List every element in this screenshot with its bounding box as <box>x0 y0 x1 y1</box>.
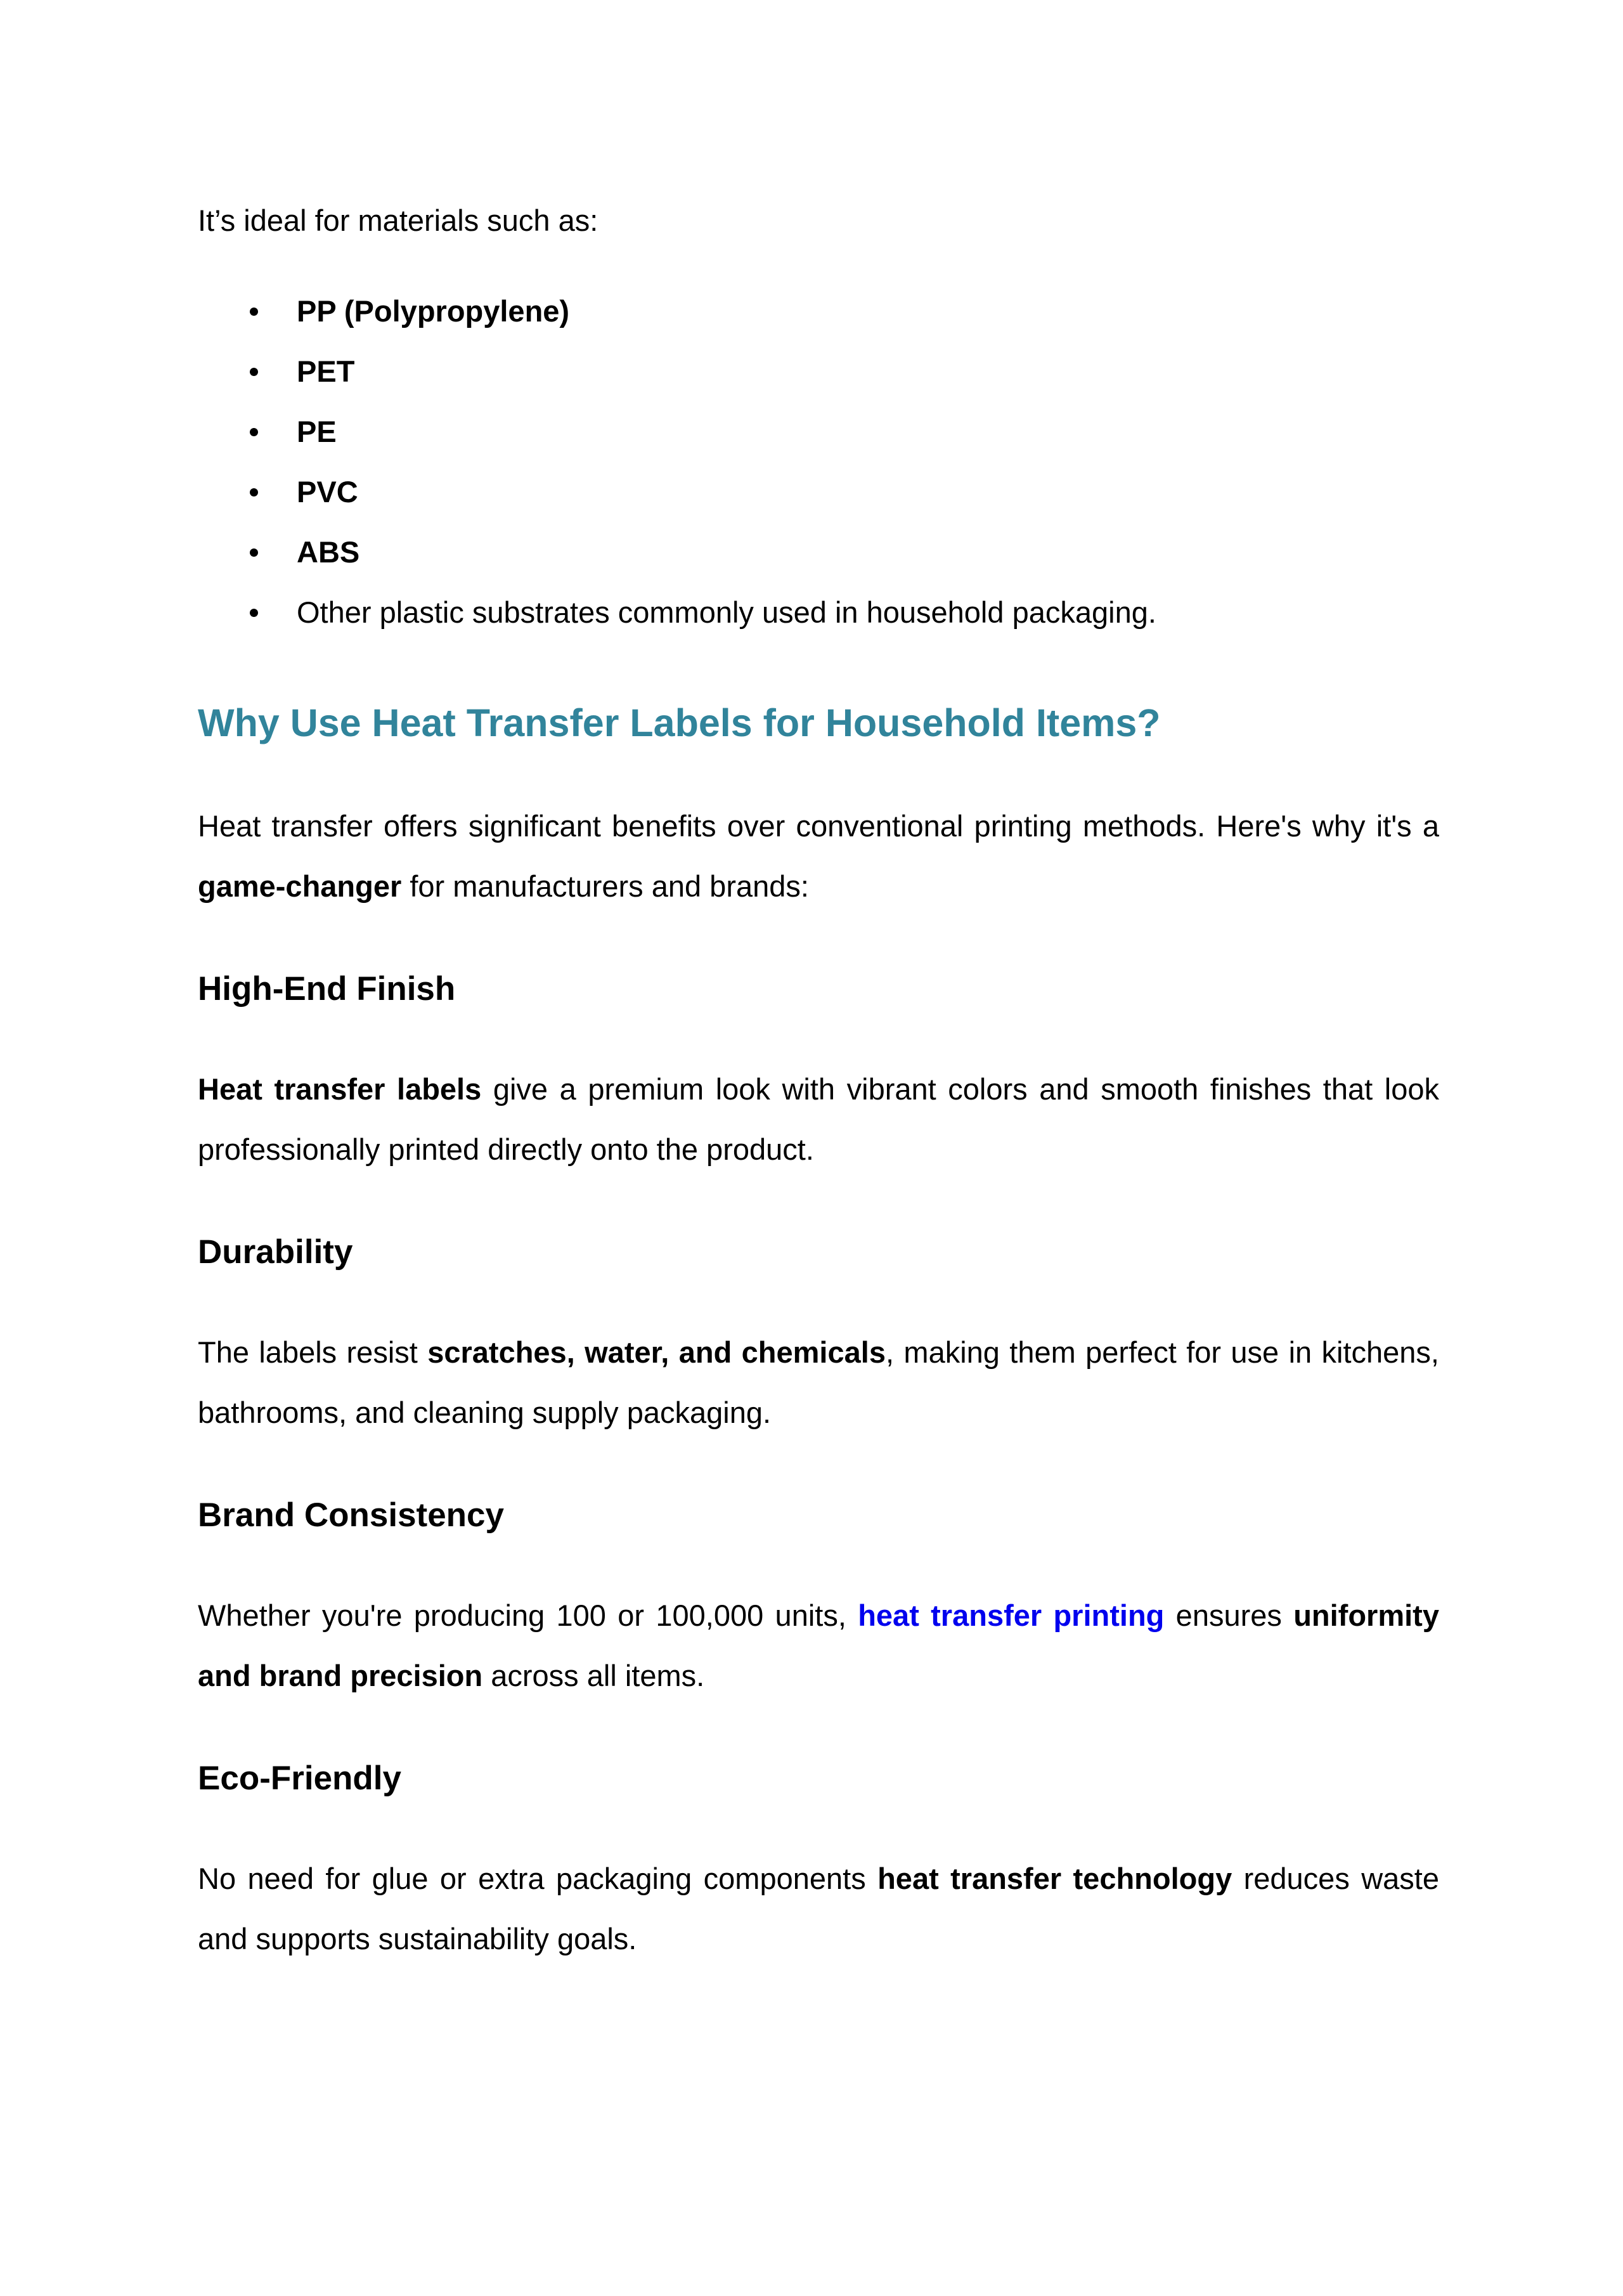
text-span: , making them perfect for use in kitchens, bathrooms, and cleaning supply packaging. <box>198 1335 1439 1429</box>
bold-text: uniformity and brand precision <box>198 1599 1439 1692</box>
text-span: give a premium look with vibrant colors and smooth finishes that look professionally printed directly onto the product. <box>198 1072 1439 1166</box>
list-item <box>198 462 1439 522</box>
text-span: No need for glue or extra packaging components <box>198 1862 878 1895</box>
section-heading: Why Use Heat Transfer Labels for Household Items? <box>198 701 1161 744</box>
durability-paragraph <box>198 1322 1439 1443</box>
bold-text: heat transfer technology <box>877 1862 1232 1895</box>
list-item-text: PP (Polypropylene) <box>297 294 570 328</box>
heat-transfer-printing-link[interactable]: heat transfer printing <box>858 1599 1165 1632</box>
eco-friendly-heading: Eco-Friendly <box>198 1760 402 1797</box>
section-intro-paragraph <box>198 796 1439 916</box>
list-item <box>198 341 1439 401</box>
bullet-icon <box>250 368 258 376</box>
bold-text: Heat transfer labels <box>198 1072 482 1106</box>
intro-text: It’s ideal for materials such as: <box>198 204 598 237</box>
text-span: Whether you're producing 100 or 100,000 units, <box>198 1599 858 1632</box>
bullet-icon <box>250 609 258 617</box>
bullet-icon <box>250 308 258 316</box>
list-item <box>198 281 1439 341</box>
bullet-icon <box>250 488 258 496</box>
list-item-text: Other plastic substrates commonly used in household packaging. <box>297 595 1156 629</box>
eco-friendly-paragraph <box>198 1848 1439 1969</box>
durability-heading: Durability <box>198 1233 353 1271</box>
materials-list <box>198 281 1439 642</box>
list-item-text: PVC <box>297 475 358 509</box>
text-span: Heat transfer offers significant benefits over conventional printing methods. Here's why it's a <box>198 809 1439 843</box>
brand-consistency-heading: Brand Consistency <box>198 1496 505 1534</box>
brand-consistency-paragraph <box>198 1585 1439 1706</box>
list-item <box>198 401 1439 462</box>
bold-text: game-changer <box>198 869 402 903</box>
list-item <box>198 582 1439 642</box>
bold-text: scratches, water, and chemicals <box>427 1335 886 1369</box>
list-item <box>198 522 1439 582</box>
high-end-heading: High-End Finish <box>198 970 456 1008</box>
bullet-icon <box>250 548 258 557</box>
high-end-paragraph <box>198 1059 1439 1179</box>
text-span: for manufacturers and brands: <box>401 869 809 903</box>
list-item-text: ABS <box>297 535 360 569</box>
text-span: reduces waste and supports sustainability goals. <box>198 1862 1439 1955</box>
text-span: The labels resist <box>198 1335 428 1369</box>
list-item-text: PET <box>297 354 355 388</box>
bullet-icon <box>250 428 258 436</box>
list-item-text: PE <box>297 415 337 448</box>
text-span: across all items. <box>482 1659 705 1692</box>
text-span: ensures <box>1164 1599 1294 1632</box>
